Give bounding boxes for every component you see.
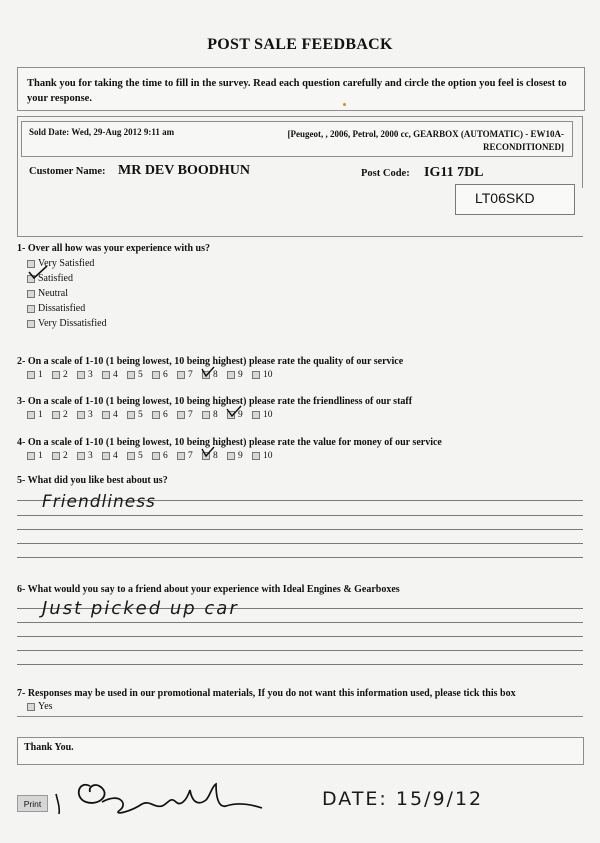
answer-line xyxy=(17,515,583,516)
answer-line xyxy=(17,557,583,558)
q3-scale-item[interactable]: 8 xyxy=(202,410,227,420)
q3-scale-item[interactable]: 1 xyxy=(27,410,52,420)
q2-scale-item[interactable]: 5 xyxy=(127,370,152,380)
q4-scale-item[interactable]: 4 xyxy=(102,451,127,461)
registration: LT06SKD xyxy=(475,190,535,206)
vehicle-details: [Peugeot, , 2006, Petrol, 2000 cc, GEARBOX (AUTOMATIC) - EW10A-RECONDITIONED] xyxy=(287,129,564,152)
checkbox-icon[interactable] xyxy=(27,305,35,313)
checkbox-icon[interactable] xyxy=(77,452,85,460)
sold-date: Sold Date: Wed, 29-Aug 2012 9:11 am xyxy=(29,127,175,137)
info-frame-bottom xyxy=(17,236,583,237)
q1-question: 1- Over all how was your experience with us? xyxy=(17,243,210,254)
q1-option[interactable]: Satisfied xyxy=(27,271,107,286)
q3-scale-item[interactable]: 2 xyxy=(52,410,77,420)
q3-question: 3- On a scale of 1-10 (1 being lowest, 10 being highest) please rate the friendliness of our staff xyxy=(17,396,413,407)
checkbox-icon[interactable] xyxy=(152,411,160,419)
q1-option[interactable]: Neutral xyxy=(27,286,107,301)
ink-dot xyxy=(343,103,346,106)
checkbox-icon[interactable] xyxy=(152,452,160,460)
answer-line xyxy=(17,650,583,651)
q2-scale-item[interactable]: 6 xyxy=(152,370,177,380)
customer-name-label: Customer Name: xyxy=(29,166,106,177)
checkbox-icon[interactable] xyxy=(77,371,85,379)
q3-scale-item[interactable]: 5 xyxy=(127,410,152,420)
answer-line xyxy=(17,636,583,637)
checkbox-icon[interactable] xyxy=(227,371,235,379)
q1-option[interactable]: Very Satisfied xyxy=(27,256,107,271)
checkbox-icon[interactable] xyxy=(102,371,110,379)
q2-scale-item[interactable]: 9 xyxy=(227,370,252,380)
tick-mark-icon xyxy=(226,405,242,418)
tick-mark-icon xyxy=(201,446,215,458)
q2-scale xyxy=(27,370,277,380)
checkbox-icon[interactable] xyxy=(177,411,185,419)
tick-mark-icon xyxy=(201,366,215,378)
customer-name: MR DEV BOODHUN xyxy=(118,163,250,178)
checkbox-icon[interactable] xyxy=(27,290,35,298)
thanks-box xyxy=(17,737,584,765)
q3-scale-item[interactable]: 10 xyxy=(252,410,277,420)
q7-question: 7- Responses may be used in our promotional materials, If you do not want this information used, please tick this box xyxy=(17,688,516,699)
q2-scale-item[interactable]: 4 xyxy=(102,370,127,380)
signature-icon xyxy=(50,772,270,822)
intro-text: Thank you for taking the time to fill in the survey. Read each question carefully and circle the option you feel is closest to your response. xyxy=(27,78,567,104)
q6-question: 6- What would you say to a friend about your experience with Ideal Engines & Gearboxes xyxy=(17,584,400,595)
q2-scale-item[interactable]: 8 xyxy=(202,370,227,380)
checkbox-icon[interactable] xyxy=(77,411,85,419)
checkbox-icon[interactable] xyxy=(102,452,110,460)
thanks-text: Thank You. xyxy=(24,742,74,753)
q2-scale-item[interactable]: 1 xyxy=(27,370,52,380)
info-frame-top xyxy=(17,116,583,117)
postcode: IG11 7DL xyxy=(424,165,484,180)
q4-scale-item[interactable]: 6 xyxy=(152,451,177,461)
q4-scale-item[interactable]: 1 xyxy=(27,451,52,461)
answer-line xyxy=(17,543,583,544)
q3-scale-item[interactable]: 6 xyxy=(152,410,177,420)
q2-scale-item[interactable]: 7 xyxy=(177,370,202,380)
checkbox-icon[interactable] xyxy=(27,452,35,460)
q4-scale xyxy=(27,451,277,461)
q2-scale-item[interactable]: 10 xyxy=(252,370,277,380)
q1-option[interactable]: Dissatisfied xyxy=(27,301,107,316)
checkbox-icon[interactable] xyxy=(52,411,60,419)
q5-answer[interactable]: Friendliness xyxy=(42,492,156,512)
q3-scale-item[interactable]: 3 xyxy=(77,410,102,420)
page-title: POST SALE FEEDBACK xyxy=(207,36,393,53)
q4-scale-item[interactable]: 8 xyxy=(202,451,227,461)
q3-scale-item[interactable]: 7 xyxy=(177,410,202,420)
info-frame-left xyxy=(17,116,18,237)
checkbox-icon[interactable] xyxy=(252,371,260,379)
q4-scale-item[interactable]: 3 xyxy=(77,451,102,461)
q4-scale-item[interactable]: 7 xyxy=(177,451,202,461)
q2-scale-item[interactable]: 3 xyxy=(77,370,102,380)
q4-scale-item[interactable]: 5 xyxy=(127,451,152,461)
q4-question: 4- On a scale of 1-10 (1 being lowest, 10 being highest) please rate the value for money of our service xyxy=(17,437,442,448)
tick-mark-icon xyxy=(27,264,49,280)
info-frame-right xyxy=(582,116,583,188)
checkbox-icon[interactable] xyxy=(227,452,235,460)
checkbox-icon[interactable] xyxy=(177,452,185,460)
answer-line xyxy=(17,529,583,530)
q1-option[interactable]: Very Dissatisfied xyxy=(27,316,107,331)
checkbox-icon[interactable] xyxy=(52,452,60,460)
q2-question: 2- On a scale of 1-10 (1 being lowest, 10 being highest) please rate the quality of our service xyxy=(17,356,404,367)
checkbox-icon[interactable] xyxy=(202,411,210,419)
q4-scale-item[interactable]: 10 xyxy=(252,451,277,461)
q4-scale-item[interactable]: 2 xyxy=(52,451,77,461)
q6-answer[interactable]: Just picked up car xyxy=(42,598,239,619)
q7-frame-line xyxy=(17,716,583,717)
q4-scale-item[interactable]: 9 xyxy=(227,451,252,461)
checkbox-icon[interactable] xyxy=(127,452,135,460)
checkbox-icon[interactable] xyxy=(252,452,260,460)
answer-line xyxy=(17,664,583,665)
q5-question: 5- What did you like best about us? xyxy=(17,475,168,486)
checkbox-icon[interactable] xyxy=(252,411,260,419)
checkbox-icon[interactable] xyxy=(102,411,110,419)
answer-line xyxy=(17,622,583,623)
q2-scale-item[interactable]: 2 xyxy=(52,370,77,380)
checkbox-icon[interactable] xyxy=(127,371,135,379)
postcode-label: Post Code: xyxy=(361,168,410,179)
checkbox-icon[interactable] xyxy=(52,371,60,379)
handwritten-date: DATE: 15/9/12 xyxy=(322,788,484,810)
q3-scale-item[interactable]: 9 xyxy=(227,410,252,420)
checkbox-icon[interactable] xyxy=(127,411,135,419)
q3-scale-item[interactable]: 4 xyxy=(102,410,127,420)
checkbox-icon[interactable] xyxy=(27,703,35,711)
checkbox-icon[interactable] xyxy=(27,320,35,328)
checkbox-icon[interactable] xyxy=(177,371,185,379)
checkbox-icon[interactable] xyxy=(27,411,35,419)
q7-option[interactable]: Yes xyxy=(27,701,53,712)
print-button[interactable]: Print xyxy=(17,795,48,812)
checkbox-icon[interactable] xyxy=(152,371,160,379)
checkbox-icon[interactable] xyxy=(27,371,35,379)
